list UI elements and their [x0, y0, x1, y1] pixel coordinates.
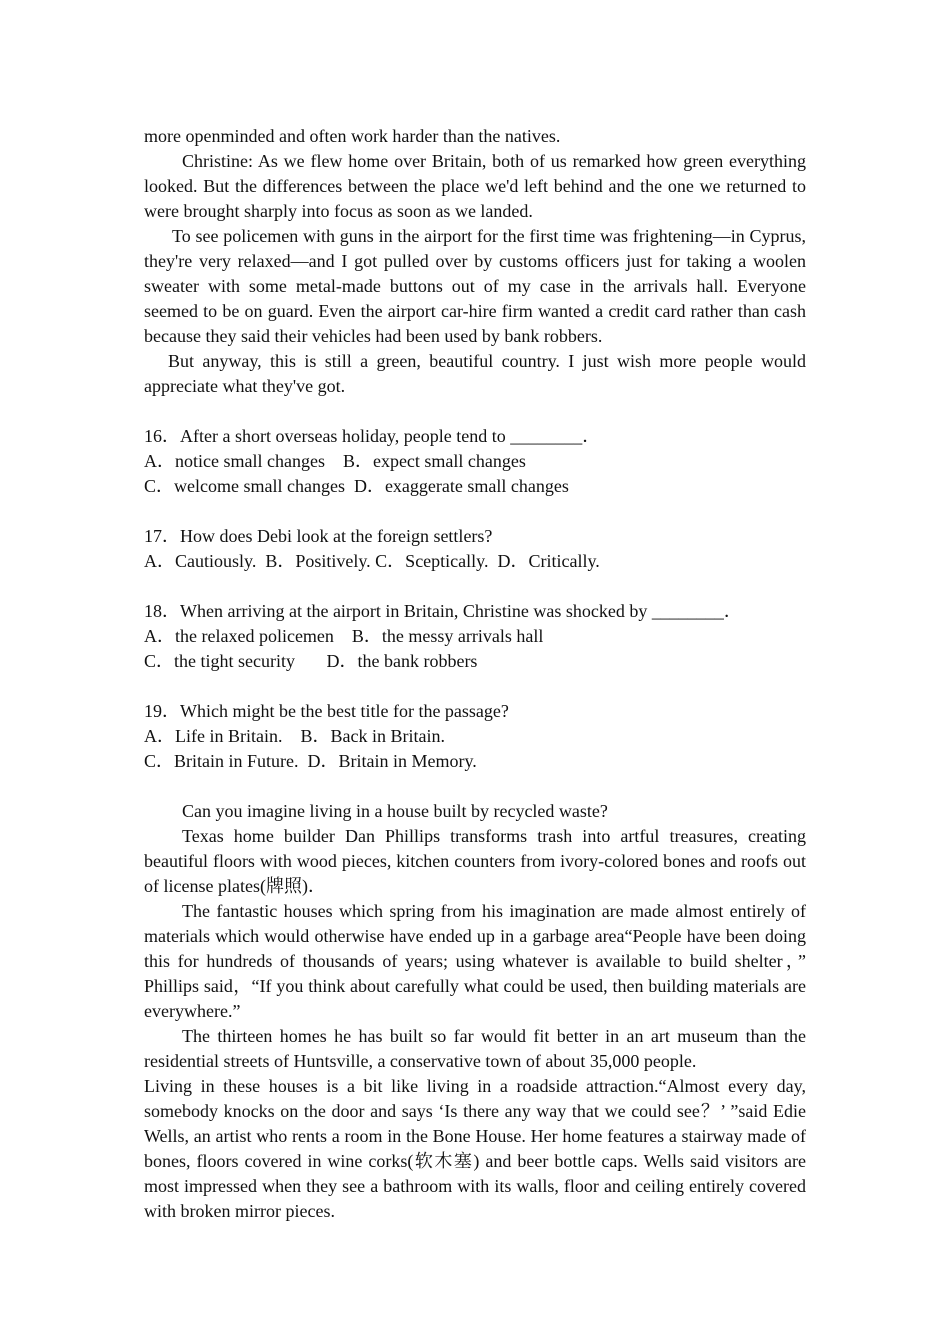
passage2-paragraph-homes: The thirteen homes he has built so far would fit better in an art museum than the residential streets of Huntsville, a conservative town of about 35,000 people.: [144, 1026, 806, 1071]
passage1-paragraph-conclusion: But anyway, this is still a green, beautiful country. I just wish more people would appreciate what they've got.: [144, 351, 806, 396]
question-options-line: A．notice small changes B．expect small changes: [144, 451, 526, 471]
question-options-line: C．welcome small changes D．exaggerate small changes: [144, 476, 569, 496]
passage1-paragraph-0: more openminded and often work harder than the natives.: [144, 126, 561, 146]
question-stem: 19．Which might be the best title for the passage?: [144, 701, 509, 721]
passage2-paragraph-materials: The fantastic houses which spring from his imagination are made almost entirely of materials which would otherwise have ended up in a garbage area“People have been doing this for hundreds of thousands of years; using whatever is available to build shelter，” Phillips said，“If you think about carefully what could be used, then building materials are everywhere.”: [144, 901, 806, 1021]
passage1-paragraph-christine: Christine: As we flew home over Britain, both of us remarked how green everything looked. But the differences between the place we'd left behind and the one we returned to were brought sharply into focus as soon as we landed.: [144, 151, 806, 221]
passage2-paragraph-dan-phillips: Texas home builder Dan Phillips transforms trash into artful treasures, creating beautiful floors with wood pieces, kitchen counters from ivory-colored bones and roofs out of license plates(牌照)．: [144, 826, 806, 896]
question-options-line: A．Life in Britain. B．Back in Britain.: [144, 726, 445, 746]
question-17: [144, 524, 806, 574]
question-stem: 17．How does Debi look at the foreign settlers?: [144, 526, 493, 546]
question-stem: 16．After a short overseas holiday, people tend to ________．: [144, 426, 601, 446]
passage1-paragraph-airport: To see policemen with guns in the airport for the first time was frightening—in Cyprus, they're very relaxed—and I got pulled over by customs officers just for taking a woolen sweater with some metal-made buttons out of my case in the arrivals hall. Everyone seemed to be on guard. Even the airport car-hire firm wanted a credit card rather than cash because they said their vehicles had been used by bank robbers.: [144, 226, 806, 346]
document-page: [144, 124, 806, 1224]
question-19: [144, 699, 806, 774]
question-18: [144, 599, 806, 674]
passage2-paragraph-bone-house: Living in these houses is a bit like living in a roadside attraction.“Almost every day, somebody knocks on the door and says ‘Is there any way that we could see？’ ”said Edie Wells, an artist who rents a room in the Bone House. Her home features a stairway made of bones, floors covered in wine corks(软木塞) and beer bottle caps. Wells said visitors are most impressed when they see a bathroom with its walls, floor and ceiling entirely covered with broken mirror pieces.: [144, 1076, 806, 1221]
question-options-line: C．the tight security D．the bank robbers: [144, 651, 478, 671]
question-16: [144, 424, 806, 499]
question-options-line: A．the relaxed policemen B．the messy arrivals hall: [144, 626, 544, 646]
passage2-paragraph-intro: Can you imagine living in a house built by recycled waste?: [182, 801, 608, 821]
question-stem: 18．When arriving at the airport in Britain, Christine was shocked by ________．: [144, 601, 742, 621]
question-options-line: C．Britain in Future. D．Britain in Memory.: [144, 751, 477, 771]
question-options-line: A．Cautiously. B．Positively. C．Sceptically. D．Critically.: [144, 551, 600, 571]
